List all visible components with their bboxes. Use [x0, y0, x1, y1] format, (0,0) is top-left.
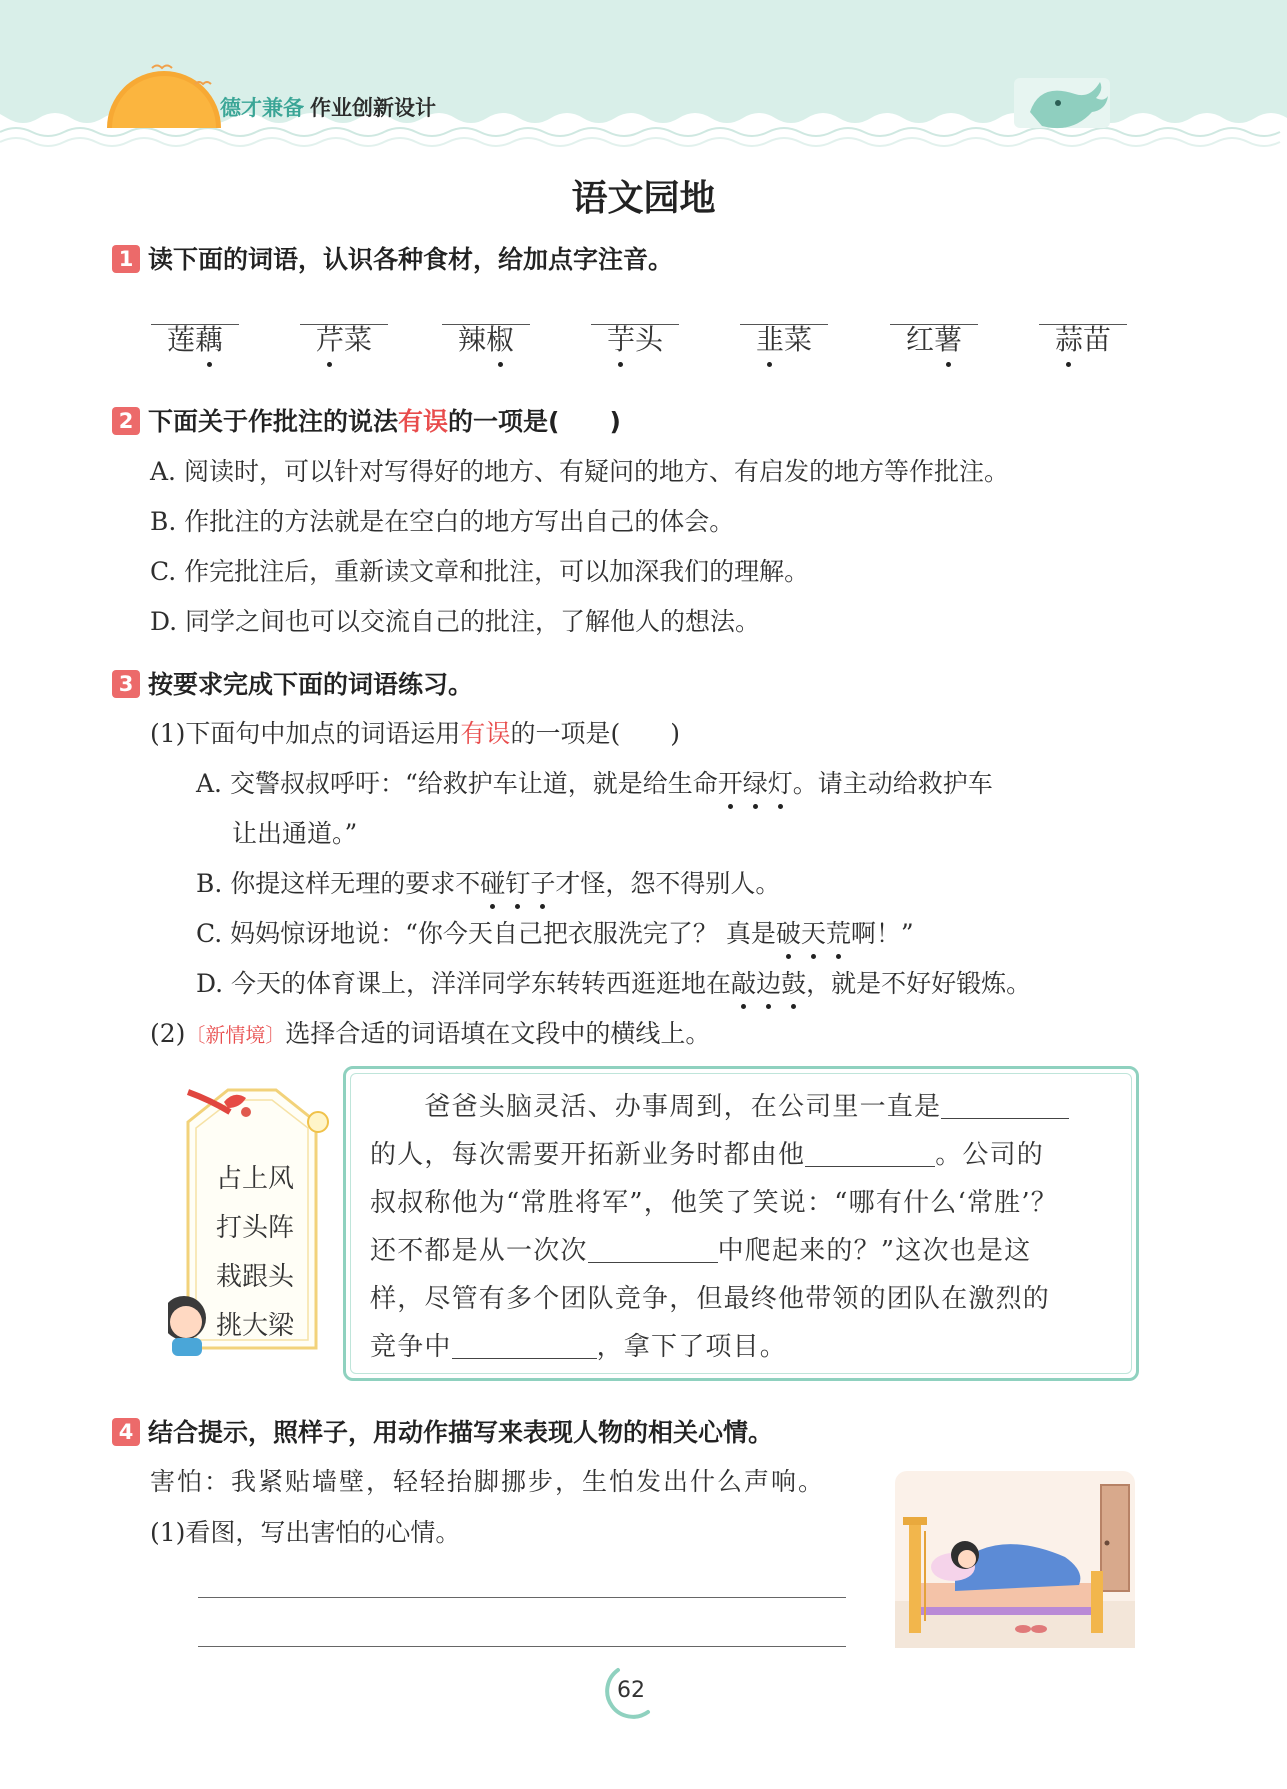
answer-line[interactable]: [198, 1597, 846, 1598]
option-d[interactable]: D. 同学之间也可以交流自己的批注，了解他人的想法。: [150, 607, 761, 636]
question-1-heading: [112, 240, 673, 276]
option-b[interactable]: B. 作批注的方法就是在空白的地方写出自己的体会。: [150, 507, 735, 536]
question-4-heading: 4 结合提示，照样子，用动作描写来表现人物的相关心情。: [112, 1413, 773, 1449]
question-number-badge: 3: [112, 670, 140, 698]
passage-line: 叔叔称他为“常胜将军”，他笑了笑说：“哪有什么‘常胜’？: [370, 1188, 1059, 1218]
option-a[interactable]: A. 阅读时，可以针对写得好的地方、有疑问的地方、有启发的地方等作批注。: [150, 457, 1009, 486]
question-1-instruction: 读下面的词语，认识各种食材，给加点字注音。: [148, 245, 674, 274]
whale-icon: [1014, 78, 1110, 128]
sub-question-1: (1)看图，写出害怕的心情。: [150, 1518, 461, 1547]
sub-question-1: (1)下面句中加点的词语运用有误的一项是( ): [150, 719, 680, 748]
page-title: 语文园地: [571, 178, 716, 219]
option-b[interactable]: B. 你提这样无理的要求不碰钉子才怪，怨不得别人。: [196, 864, 780, 900]
word-bank-item: 占上风: [216, 1164, 295, 1194]
vocab-word: 辣椒: [441, 318, 531, 358]
word-bank-item: 打头阵: [216, 1213, 295, 1243]
option-c[interactable]: C. 作完批注后，重新读文章和批注，可以加深我们的理解。: [150, 557, 810, 586]
example-sentence: 害怕：我紧贴墙壁，轻轻抬脚挪步，生怕发出什么声响。: [150, 1467, 826, 1496]
child-avatar-icon: [168, 1296, 206, 1356]
passage-line: 爸爸头脑灵活、办事周到，在公司里一直是: [370, 1086, 1069, 1123]
option-a-continued: 让出通道。”: [232, 819, 358, 848]
vocab-word: 蒜苗: [1038, 318, 1128, 358]
option-c[interactable]: C. 妈妈惊讶地说：“你今天自己把衣服洗完了？ 真是破天荒啊！”: [196, 914, 914, 950]
passage-line: 还不都是从一次次 中爬起来的？”这次也是这: [370, 1236, 1032, 1266]
fill-in-blank[interactable]: [588, 1240, 718, 1263]
brand-title: [220, 92, 436, 122]
answer-line[interactable]: [198, 1646, 846, 1647]
brand-main: 德才兼备: [220, 96, 304, 120]
question-number-badge: 2: [112, 407, 140, 435]
highlight-text: 有误: [398, 407, 449, 436]
word-bank-item: 栽跟头: [216, 1262, 295, 1292]
word-bank-item: 挑大梁: [216, 1311, 295, 1341]
vocab-word: 莲藕: [150, 318, 240, 358]
question-number-badge: 1: [112, 245, 140, 273]
option-a[interactable]: A. 交警叔叔呼吁：“给救护车让道，就是给生命开绿灯。请主动给救护车: [196, 764, 993, 800]
passage-line: 竞争中 ，拿下了项目。: [370, 1332, 788, 1362]
sub-question-2: (2)〔新情境〕选择合适的词语填在文段中的横线上。: [150, 1019, 711, 1048]
question-2-heading: 2 下面关于作批注的说法有误的一项是( ): [112, 402, 621, 438]
vocab-word: 芋头: [590, 318, 680, 358]
option-d[interactable]: D. 今天的体育课上，洋洋同学东转转西逛逛地在敲边鼓，就是不好好锻炼。: [196, 964, 1031, 1000]
vocab-word: 韭菜: [739, 318, 829, 358]
vocab-word: 芹菜: [299, 318, 389, 358]
scared-child-in-bed-illustration: [895, 1471, 1135, 1648]
fill-in-blank[interactable]: [805, 1144, 935, 1167]
question-number-badge: 4: [112, 1418, 140, 1446]
new-context-tag: 〔新情境〕: [185, 1023, 286, 1047]
header-banner: [0, 0, 1287, 150]
bulb-icon: [308, 1112, 328, 1132]
brand-sub: 作业创新设计: [310, 96, 436, 120]
passage-line: 样，尽管有多个团队竞争，但最终他带领的团队在激烈的: [370, 1284, 1051, 1314]
fill-in-blank[interactable]: [941, 1096, 1069, 1119]
passage-line: 的人，每次需要开拓新业务时都由他 。公司的: [370, 1140, 1045, 1170]
question-3-heading: 3 按要求完成下面的词语练习。: [112, 665, 473, 701]
vocab-word: 红薯: [889, 318, 979, 358]
fill-in-blank[interactable]: [452, 1336, 597, 1359]
page-number: 62: [617, 1678, 645, 1703]
